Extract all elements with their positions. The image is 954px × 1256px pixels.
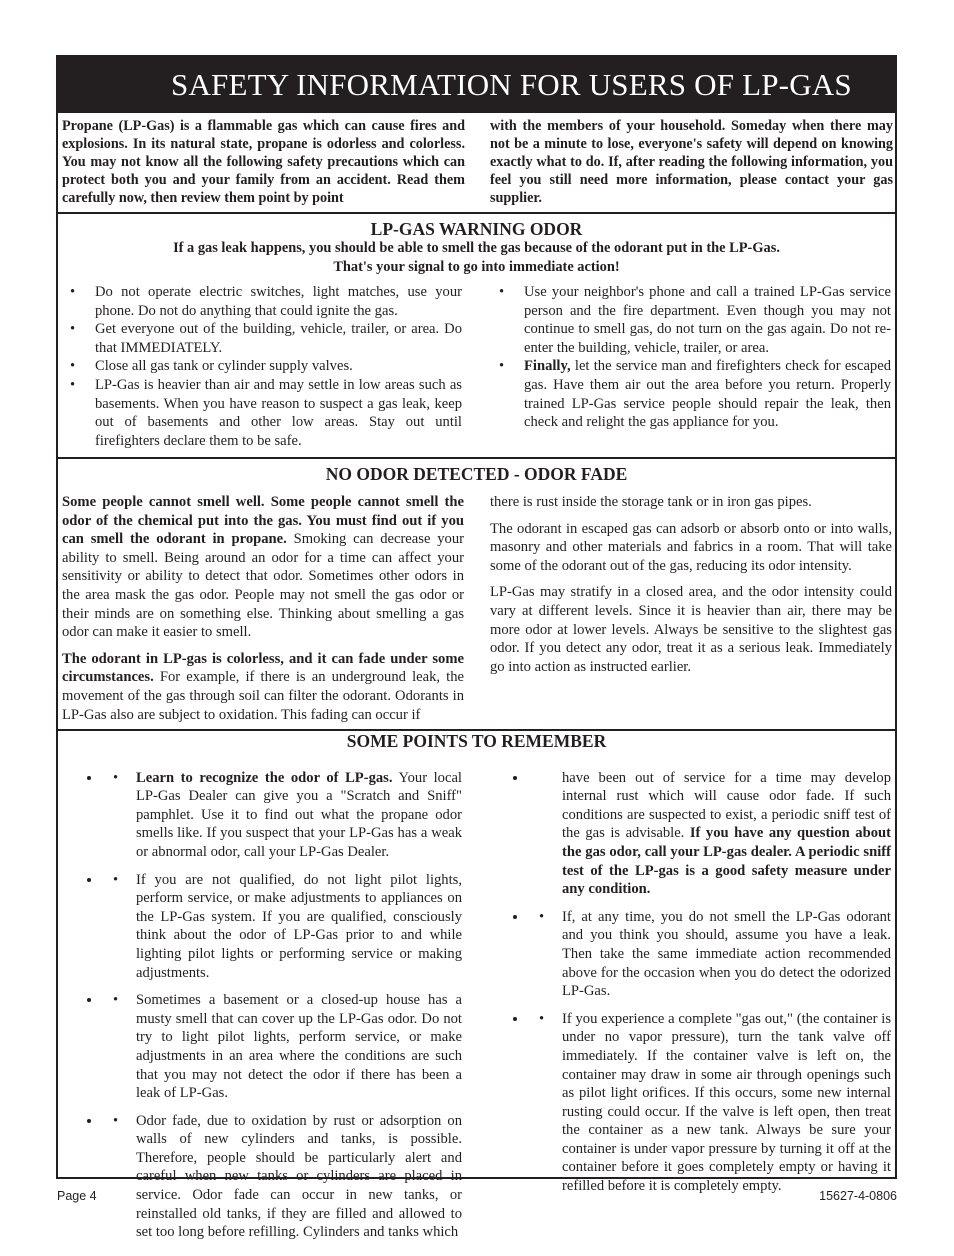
warning-heading: LP-GAS WARNING ODOR <box>370 219 583 239</box>
list-item: • • Learn to recognize the odor of LP-gas. Your local LP-Gas Dealer can give you a "Scratch and Sniff" pamphlet. Use it to find out what the propane odor smells like. If you suspect that your LP-Gas has a weak or abnormal odor, call your LP-Gas Dealer. <box>102 769 462 862</box>
list-item: • Close all gas tank or cylinder supply valves. <box>70 358 353 375</box>
list-item: • have been out of service for a time may develop internal rust which will cause odor fade. If such conditions are suspected to exist, a periodic sniff test of the gas is advisable. If you have any question about the gas odor, call your LP-gas dealer. A periodic sniff test of the LP-gas is a good safety measure under any condition. <box>528 769 891 899</box>
points-left-list <box>62 754 462 1256</box>
list-item: • Get everyone out of the building, vehicle, trailer, or area. Do that IMMEDIATELY. <box>70 321 462 356</box>
warning-left-list <box>62 283 462 450</box>
list-item: • • Sometimes a basement or a closed-up house has a musty smell that can cover up the LP-Gas odor. Do not try to light pilot lights, perform service, or make adjustments in an area where the conditions are such that you may not detect the odor if there has been a leak of LP-Gas. <box>102 991 462 1103</box>
list-item: • Finally, let the service man and firefighters check for escaped gas. Have them air out the area before you return. Properly trained LP-Gas service people should repair the leak, then check and relight the gas appliance for you. <box>499 358 891 431</box>
list-item: • • If you experience a complete "gas out," (the container is under no vapor pressure), turn the tank valve off immediately. If the container valve is left on, the container may draw in some air through openings such as pilot light orifices. If this occurs, some new internal rusting could occur. If the valve is left open, then treat the container as a new tank. Always be sure your container is under vapor pressure by turning it off at the container before it goes completely empty or having it refilled before it is completely empty. <box>528 1010 891 1196</box>
intro-right: with the members of your household. Someday when there may not be a minute to lose, everyone's safety will depend on knowing exactly what to do. If, after reading the following information, you feel you still need more information, please contact your gas supplier. <box>490 118 893 206</box>
list-item: • • If, at any time, you do not smell the LP-Gas odorant and you think you should, assume you have a leak. Then take the same immediate action recommended above for the occasion when you do detect the odorized LP-Gas. <box>528 908 891 1001</box>
odor-fade-heading: NO ODOR DETECTED - ODOR FADE <box>325 464 628 484</box>
divider <box>58 457 895 459</box>
list-item: • Use your neighbor's phone and call a trained LP-Gas service person and the fire department. Even though you may not continue to smell gas, do not turn on the gas again. Do not re-enter the building, vehicle, trailer, or area. <box>499 284 891 356</box>
page-title: SAFETY INFORMATION FOR USERS OF LP-GAS <box>58 57 895 113</box>
divider <box>58 212 895 214</box>
warning-right-list <box>491 283 891 432</box>
list-item: • • Odor fade, due to oxidation by rust or adsorption on walls of new cylinders and tanks, is possible. Therefore, people should be particularly alert and careful when new tanks or cylinders are placed in service. Odor fade can occur in new tanks, or reinstalled old tanks, if they are filled and allowed to set too long before refilling. Cylinders and tanks which <box>102 1112 462 1242</box>
document-code: 15627-4-0806 <box>819 1189 897 1203</box>
warning-subheading-1: If a gas leak happens, you should be able to smell the gas because of the odorant put in the LP-Gas. <box>173 240 780 256</box>
list-item: • Do not operate electric switches, light matches, use your phone. Do not do anything that could ignite the gas. <box>70 284 462 319</box>
odor-fade-left: Some people cannot smell well. Some people cannot smell the odor of the chemical put into the gas. You must find out if you can smell the odorant in propane. Smoking can decrease your ability to smell. Being around an odor for a time can affect your sensitivity or ability to detect that odor. Sometimes other odors in the area mask the gas odor. People may not smell the gas odor or their minds are on something else. Thinking about smelling a gas odor can make it easier to smell. The odorant in LP-gas is colorless, and it can fade under some circumstances. For example, if there is an underground leak, the movement of the gas through soil can filter the odorant. Odorants in LP-Gas also are subject to oxidation. This fading can occur if <box>62 494 464 723</box>
list-item: • • If you are not qualified, do not light pilot lights, perform service, or make adjustments to appliances on the LP-Gas system. If you are qualified, consciously think about the odor of LP-Gas prior to and while lighting pilot lights or performing service or making adjustments. <box>102 871 462 983</box>
points-heading: SOME POINTS TO REMEMBER <box>346 731 607 751</box>
points-right-list <box>488 754 891 1210</box>
odor-fade-right: there is rust inside the storage tank or in iron gas pipes. The odorant in escaped gas can adsorb or absorb onto or into walls, masonry and other materials and fabrics in a room. That will take some of the odorant out of the gas, reducing its odor intensity. LP-Gas may stratify in a closed area, and the odor intensity could vary at different levels. Since it is heavier than air, there may be more odor at lower levels. Always be sensitive to the slightest gas odor. If you detect any odor, treat it as a serious leak. Immediately go into action as instructed earlier. <box>490 494 892 675</box>
list-item: • LP-Gas is heavier than air and may settle in low areas such as basements. When you have reason to suspect a gas leak, keep out of basements and other low areas. Stay out until firefighters declare them to be safe. <box>70 376 462 449</box>
warning-subheading-2: That's your signal to go into immediate action! <box>333 259 620 275</box>
intro-left: Propane (LP-Gas) is a flammable gas which can cause fires and explosions. In its natural state, propane is odorless and colorless. You may not know all the following safety precautions which can protect both you and your family from an accident. Read them carefully now, then review them point by point <box>62 118 465 206</box>
page-number: Page 4 <box>57 1189 97 1203</box>
